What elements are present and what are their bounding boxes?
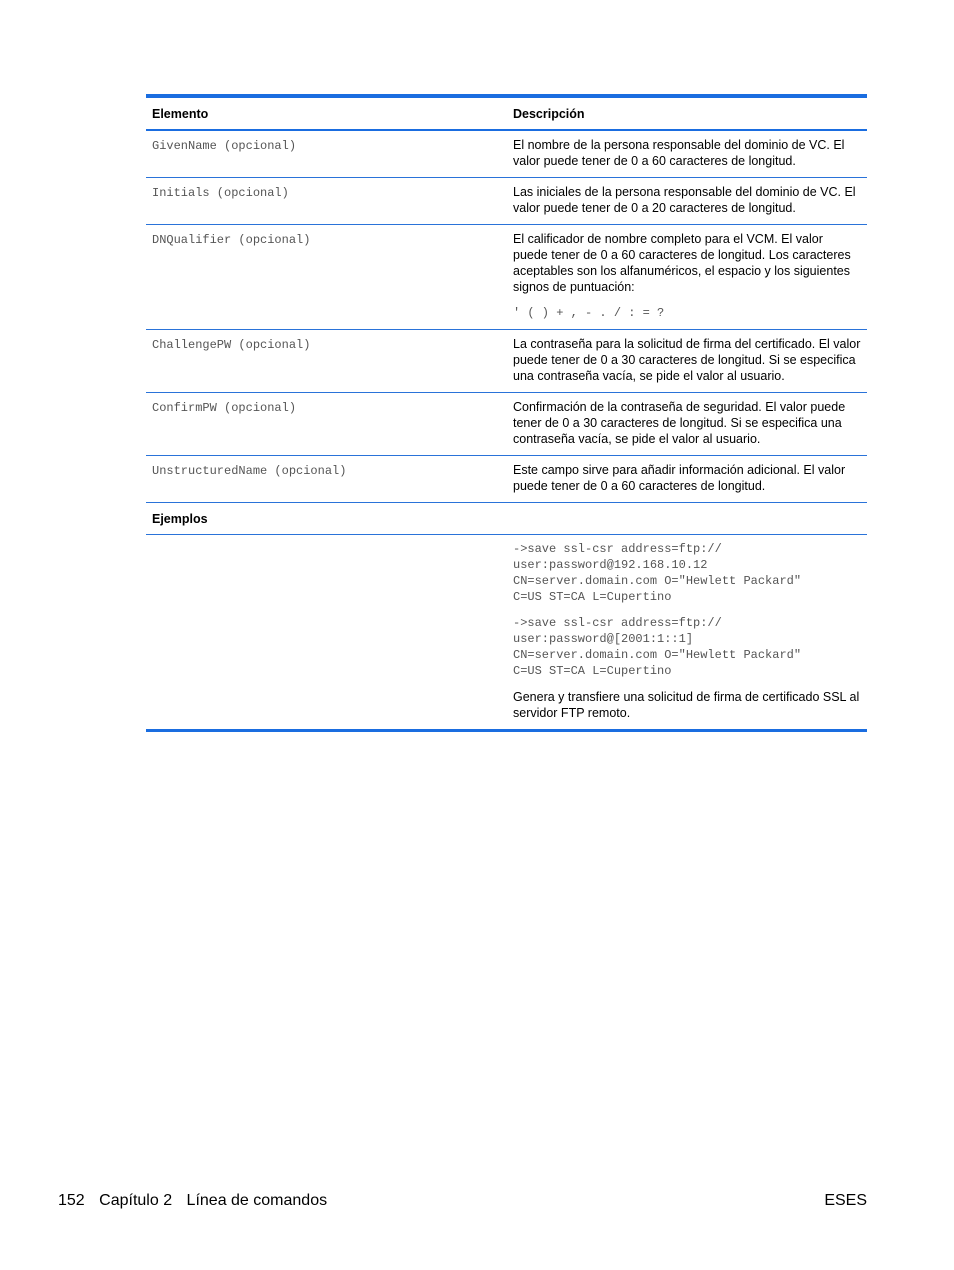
header-elemento: Elemento [152, 107, 209, 121]
page-number: 152 [58, 1192, 85, 1209]
element-description [507, 225, 867, 329]
element-name: ChallengePW (opcional) [152, 338, 311, 352]
examples-content [507, 535, 867, 729]
table-row [146, 393, 867, 456]
examples-section-header [146, 503, 867, 535]
parameter-table [146, 94, 867, 732]
element-name: GivenName (opcional) [152, 139, 297, 153]
description-text: El calificador de nombre completo para el VCM. El valor puede tener de 0 a 60 caracteres de longitud. Los caracteres aceptables son los alfanuméricos, el espacio y los siguientes signos de puntuación: [513, 232, 851, 294]
header-descripcion: Descripción [513, 107, 585, 121]
table-row [146, 225, 867, 330]
examples-label: Ejemplos [152, 512, 208, 526]
chapter-label: Capítulo 2 [99, 1192, 173, 1209]
description-text: Confirmación de la contraseña de seguridad. El valor puede tener de 0 a 30 caracteres de longitud. Si se especifica una contraseña vacía, se pide el valor al usuario. [513, 400, 846, 446]
table-row [146, 456, 867, 503]
table-row [146, 178, 867, 225]
element-description [507, 131, 867, 177]
page-footer [58, 1192, 867, 1210]
example-code-ipv4: ->save ssl-csr address=ftp:// user:password@192.168.10.12 CN=server.domain.com O="Hewlett Packard" C=US ST=CA L=Cupertino [513, 542, 802, 604]
description-text: El nombre de la persona responsable del dominio de VC. El valor puede tener de 0 a 60 caracteres de longitud. [513, 138, 845, 168]
chapter-title: Línea de comandos [186, 1192, 328, 1209]
table-row [146, 330, 867, 393]
element-name: ConfirmPW (opcional) [152, 401, 297, 415]
description-text: La contraseña para la solicitud de firma del certificado. El valor puede tener de 0 a 30 caracteres de longitud. Si se especifica una contraseña vacía, se pide el valor al usuario. [513, 337, 861, 383]
example-note: Genera y transfiere una solicitud de firma de certificado SSL al servidor FTP remoto. [513, 690, 860, 720]
examples-row [146, 535, 867, 729]
description-text: Las iniciales de la persona responsable del dominio de VC. El valor puede tener de 0 a 20 caracteres de longitud. [513, 185, 856, 215]
element-name: DNQualifier (opcional) [152, 233, 311, 247]
element-description [507, 330, 867, 392]
example-code-ipv6: ->save ssl-csr address=ftp:// user:password@[2001:1::1] CN=server.domain.com O="Hewlett Packard" C=US ST=CA L=Cupertino [513, 616, 802, 678]
language-code: ESES [824, 1192, 867, 1209]
description-text: Este campo sirve para añadir información adicional. El valor puede tener de 0 a 60 caracteres de longitud. [513, 463, 846, 493]
element-name: UnstructuredName (opcional) [152, 464, 347, 478]
table-row [146, 131, 867, 178]
element-description [507, 178, 867, 224]
element-name: Initials (opcional) [152, 186, 289, 200]
punctuation-code: ' ( ) + , - . / : = ? [513, 306, 665, 320]
element-description [507, 456, 867, 502]
table-header [146, 98, 867, 131]
element-description [507, 393, 867, 455]
